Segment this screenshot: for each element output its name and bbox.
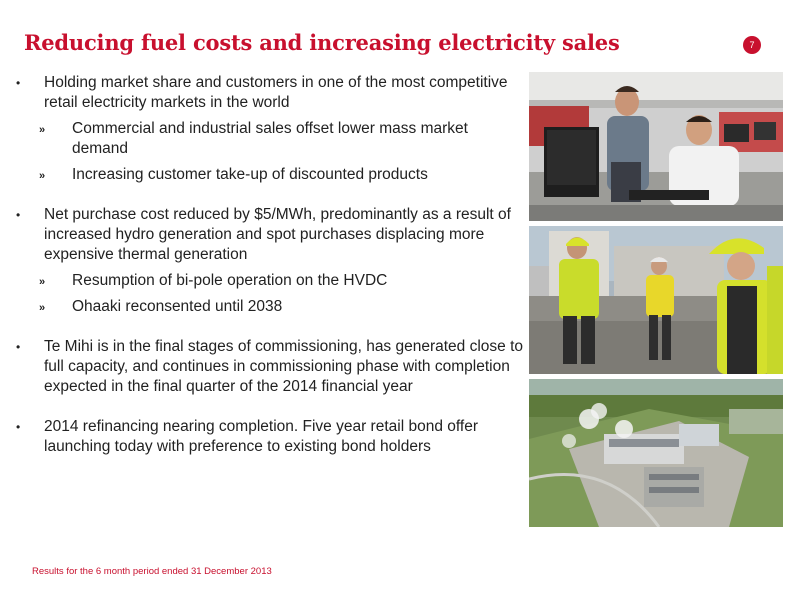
- workers-site-photo: [529, 226, 783, 374]
- double-chevron-icon: »: [39, 276, 46, 288]
- double-chevron-icon: »: [39, 302, 46, 314]
- bullet-item: [14, 417, 524, 457]
- bullet-dot-icon: •: [16, 208, 21, 222]
- page-number-badge: 7: [743, 36, 761, 54]
- bullet-item: [14, 205, 524, 265]
- call-centre-photo: [529, 72, 783, 221]
- sub-bullet-item: [14, 297, 524, 317]
- double-chevron-icon: »: [39, 124, 46, 136]
- photo-column: [529, 72, 783, 532]
- bullet-text: Te Mihi is in the final stages of commissioning, has generated close to full capacity, and continues in commissioning phase with completion expected in the final quarter of the 2014 financial year: [44, 338, 524, 395]
- sub-bullet-text: Increasing customer take-up of discounted products: [72, 166, 428, 183]
- bullet-list: [14, 73, 524, 457]
- bullet-text: 2014 refinancing nearing completion. Five year retail bond offer launching today with preference to existing bond holders: [44, 418, 478, 455]
- bullet-dot-icon: •: [16, 340, 21, 354]
- slide-footer: Results for the 6 month period ended 31 December 2013: [32, 566, 272, 577]
- bullet-text: Net purchase cost reduced by $5/MWh, predominantly as a result of increased hydro generation and spot purchases displacing more expensive thermal generation: [44, 206, 511, 263]
- sub-bullet-text: Resumption of bi-pole operation on the HVDC: [72, 272, 388, 289]
- bullet-dot-icon: •: [16, 76, 21, 90]
- bullet-text: Holding market share and customers in one of the most competitive retail electricity markets in the world: [44, 74, 508, 111]
- bullet-dot-icon: •: [16, 420, 21, 434]
- sub-bullet-text: Ohaaki reconsented until 2038: [72, 298, 283, 315]
- bullet-item: [14, 337, 524, 397]
- slide-title: Reducing fuel costs and increasing electricity sales: [24, 30, 620, 55]
- geothermal-plant-aerial-photo: [529, 379, 783, 527]
- double-chevron-icon: »: [39, 170, 46, 182]
- sub-bullet-item: [14, 271, 524, 291]
- bullet-item: [14, 73, 524, 113]
- sub-bullet-text: Commercial and industrial sales offset lower mass market demand: [72, 120, 468, 157]
- sub-bullet-item: [14, 165, 524, 185]
- sub-bullet-item: [14, 119, 524, 159]
